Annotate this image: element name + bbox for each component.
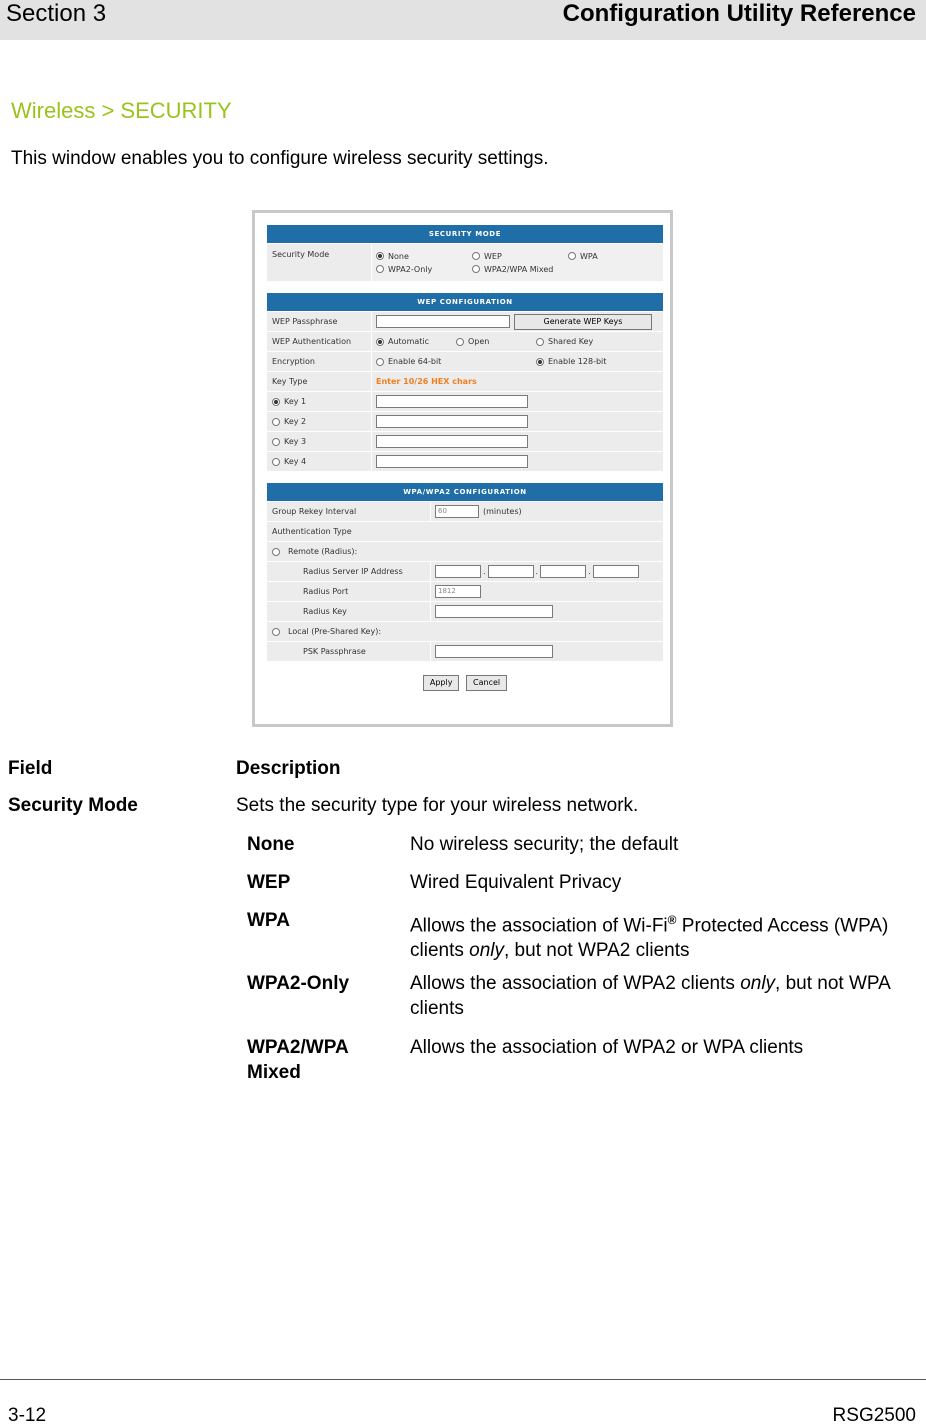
option-term-wpa2-wpa-mixed: WPA2/WPA Mixed bbox=[247, 1037, 348, 1083]
radius-key-input[interactable] bbox=[435, 605, 553, 618]
key-4-option[interactable]: Key 4 bbox=[267, 457, 371, 466]
remote-radius-row bbox=[267, 541, 663, 561]
key-row bbox=[267, 411, 663, 431]
option-term-wep: WEP bbox=[247, 872, 291, 893]
radio-icon bbox=[456, 338, 464, 346]
key-4-input[interactable] bbox=[376, 455, 528, 468]
rekey-input[interactable]: 60 bbox=[435, 505, 479, 518]
chapter-title: Configuration Utility Reference bbox=[562, 0, 916, 27]
page-number: 3-12 bbox=[8, 1405, 47, 1425]
description-column-header: Description bbox=[236, 758, 341, 779]
radio-icon bbox=[472, 265, 480, 273]
cancel-button[interactable]: Cancel bbox=[466, 675, 507, 691]
radio-icon bbox=[568, 252, 576, 260]
encryption-row bbox=[267, 351, 663, 371]
radius-ip-octet-3[interactable] bbox=[540, 565, 586, 578]
key-3-input[interactable] bbox=[376, 435, 528, 448]
radius-port-row bbox=[267, 581, 663, 601]
radio-icon bbox=[272, 628, 280, 636]
auth-type-row bbox=[267, 521, 663, 541]
local-psk-row bbox=[267, 621, 663, 641]
rekey-label: Group Rekey Interval bbox=[272, 507, 357, 516]
wep-passphrase-input[interactable] bbox=[376, 315, 510, 328]
key-2-input[interactable] bbox=[376, 415, 528, 428]
mode-wep-option[interactable]: WEP bbox=[472, 252, 568, 261]
breadcrumb: Wireless > SECURITY bbox=[11, 98, 232, 123]
option-term-none: None bbox=[247, 834, 295, 855]
radio-icon bbox=[272, 438, 280, 446]
radius-ip-label: Radius Server IP Address bbox=[303, 567, 403, 576]
auth-shared-key-option[interactable]: Shared Key bbox=[536, 337, 632, 346]
option-desc-wpa2-wpa-mixed: Allows the association of WPA2 or WPA clients bbox=[410, 1037, 804, 1058]
radius-key-label: Radius Key bbox=[303, 607, 347, 616]
radius-ip-octet-1[interactable] bbox=[435, 565, 481, 578]
option-term-wpa: WPA bbox=[247, 910, 290, 931]
radius-key-row bbox=[267, 601, 663, 621]
generate-wep-keys-button[interactable]: Generate WEP Keys bbox=[514, 314, 652, 330]
footer-divider bbox=[0, 1379, 926, 1380]
key-1-input[interactable] bbox=[376, 395, 528, 408]
option-desc-none: No wireless security; the default bbox=[410, 834, 679, 855]
radius-port-label: Radius Port bbox=[303, 587, 349, 596]
section-label: Section 3 bbox=[6, 0, 107, 27]
key-type-label: Key Type bbox=[272, 377, 308, 386]
rekey-unit: (minutes) bbox=[483, 507, 522, 516]
option-desc-wpa: Allows the association of Wi-Fi® Protected Access (WPA) clients only, but not WPA2 clients bbox=[410, 913, 889, 962]
remote-radius-option[interactable]: Remote (Radius): bbox=[267, 547, 467, 556]
security-mode-description: Sets the security type for your wireless network. bbox=[236, 795, 639, 816]
intro-text: This window enables you to configure wireless security settings. bbox=[11, 148, 549, 169]
product-name: RSG2500 bbox=[832, 1405, 916, 1425]
radio-icon bbox=[376, 358, 384, 366]
wpa-configuration-heading: WPA/WPA2 CONFIGURATION bbox=[267, 483, 663, 501]
radio-icon bbox=[376, 338, 384, 346]
radio-icon bbox=[272, 398, 280, 406]
key-row bbox=[267, 391, 663, 411]
auth-automatic-option[interactable]: Automatic bbox=[376, 337, 456, 346]
wep-passphrase-row bbox=[267, 311, 663, 331]
security-mode-label: Security Mode bbox=[272, 250, 330, 259]
page-header bbox=[0, 0, 926, 40]
field-column-header: Field bbox=[8, 758, 53, 779]
option-term-wpa2-only: WPA2-Only bbox=[247, 973, 350, 994]
psk-passphrase-input[interactable] bbox=[435, 645, 553, 658]
apply-button[interactable]: Apply bbox=[423, 675, 460, 691]
security-screenshot bbox=[252, 210, 673, 727]
encryption-label: Encryption bbox=[272, 357, 315, 366]
option-desc-wpa2-only: Allows the association of WPA2 clients only, but not WPA clients bbox=[410, 973, 890, 1019]
key-3-option[interactable]: Key 3 bbox=[267, 437, 371, 446]
key-row bbox=[267, 451, 663, 471]
key-type-hint: Enter 10/26 HEX chars bbox=[376, 377, 477, 386]
security-mode-term: Security Mode bbox=[8, 795, 138, 816]
option-desc-wep: Wired Equivalent Privacy bbox=[410, 872, 622, 893]
radio-icon bbox=[472, 252, 480, 260]
psk-passphrase-label: PSK Passphrase bbox=[303, 647, 366, 656]
radius-ip-octet-4[interactable] bbox=[593, 565, 639, 578]
action-buttons bbox=[267, 675, 663, 691]
key-type-row bbox=[267, 371, 663, 391]
radius-port-input[interactable]: 1812 bbox=[435, 585, 481, 598]
radius-ip-row: Radius Server IP Address . . . bbox=[267, 561, 663, 581]
mode-wpa2-only-option[interactable]: WPA2-Only bbox=[376, 265, 472, 274]
auth-open-option[interactable]: Open bbox=[456, 337, 536, 346]
mode-none-option[interactable]: None bbox=[376, 252, 472, 261]
security-mode-row bbox=[267, 243, 663, 281]
local-psk-option[interactable]: Local (Pre-Shared Key): bbox=[267, 627, 467, 636]
radius-ip-octet-2[interactable] bbox=[488, 565, 534, 578]
wep-authentication-row bbox=[267, 331, 663, 351]
key-1-option[interactable]: Key 1 bbox=[267, 397, 371, 406]
radio-icon bbox=[376, 252, 384, 260]
key-2-option[interactable]: Key 2 bbox=[267, 417, 371, 426]
radio-icon bbox=[272, 458, 280, 466]
security-mode-heading: SECURITY MODE bbox=[267, 225, 663, 243]
radio-icon bbox=[376, 265, 384, 273]
mode-wpa2-wpa-mixed-option[interactable]: WPA2/WPA Mixed bbox=[472, 265, 592, 274]
rekey-row bbox=[267, 501, 663, 521]
wep-passphrase-label: WEP Passphrase bbox=[272, 317, 338, 326]
encryption-128-option[interactable]: Enable 128-bit bbox=[536, 357, 632, 366]
psk-passphrase-row bbox=[267, 641, 663, 661]
radio-icon bbox=[536, 358, 544, 366]
radio-icon bbox=[536, 338, 544, 346]
radio-icon bbox=[272, 418, 280, 426]
encryption-64-option[interactable]: Enable 64-bit bbox=[376, 357, 536, 366]
mode-wpa-option[interactable]: WPA bbox=[568, 252, 648, 261]
wep-configuration-heading: WEP CONFIGURATION bbox=[267, 293, 663, 311]
radio-icon bbox=[272, 548, 280, 556]
wep-authentication-label: WEP Authentication bbox=[272, 337, 352, 346]
auth-type-label: Authentication Type bbox=[272, 527, 352, 536]
key-row bbox=[267, 431, 663, 451]
